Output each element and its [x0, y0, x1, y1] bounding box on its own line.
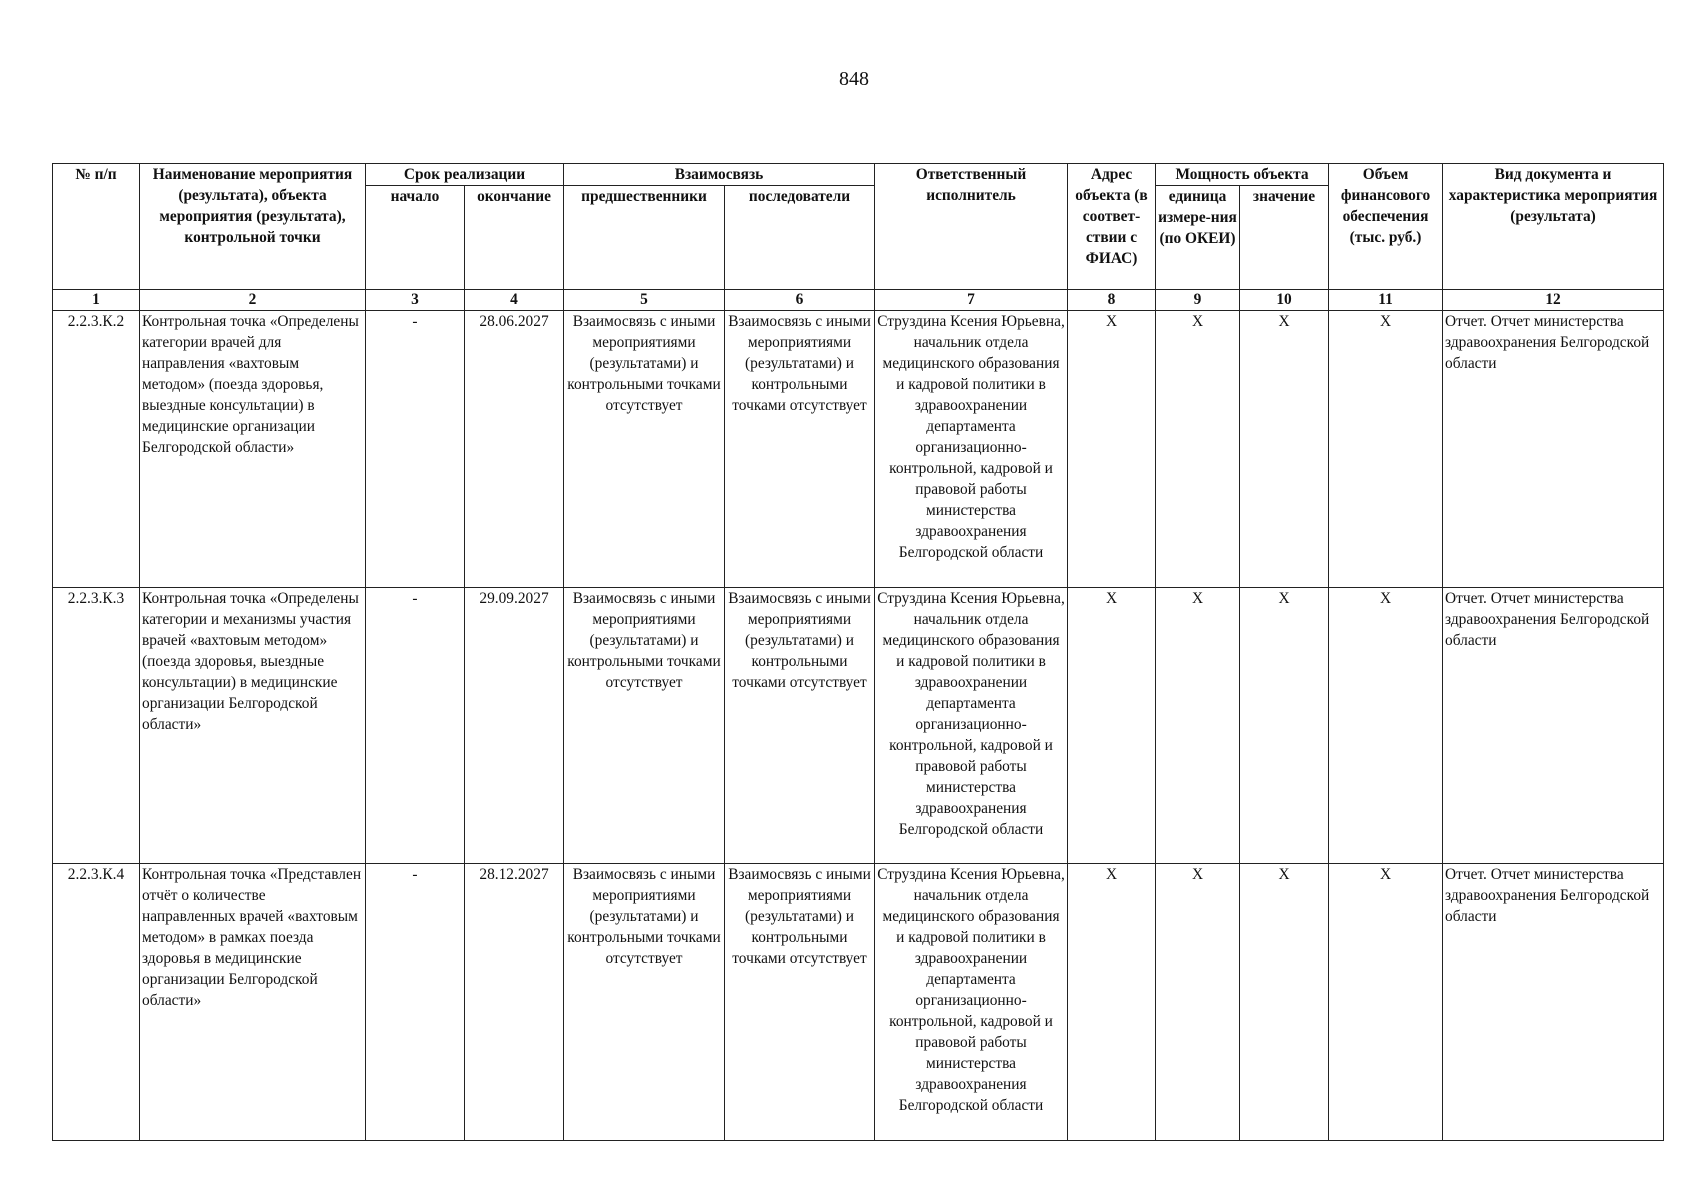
- row-number: 2.2.3.К.3: [53, 587, 140, 864]
- row-successors: Взаимосвязь с иными мероприятиями (результатами) и контрольными точками отсутствует: [725, 311, 875, 588]
- header-document: Вид документа и характеристика мероприятия (результата): [1443, 164, 1664, 290]
- header-link-prev: предшественники: [564, 186, 725, 290]
- header-link-group: Взаимосвязь: [564, 164, 875, 186]
- column-number: 6: [725, 290, 875, 311]
- header-term-group: Срок реализации: [366, 164, 564, 186]
- row-unit: Х: [1156, 864, 1240, 1141]
- row-successors: Взаимосвязь с иными мероприятиями (результатами) и контрольными точками отсутствует: [725, 587, 875, 864]
- column-number: 2: [140, 290, 366, 311]
- header-power-unit: единица измере-ния (по ОКЕИ): [1156, 186, 1240, 290]
- row-name: Контрольная точка «Определены категории врачей для направления «вахтовым методом» (поезда здоровья, выездные консультации) в медицинские организации Белгородской области»: [140, 311, 366, 588]
- row-document: Отчет. Отчет министерства здравоохранения Белгородской области: [1443, 864, 1664, 1141]
- header-link-next: последователи: [725, 186, 875, 290]
- header-responsible: Ответственный исполнитель: [875, 164, 1068, 290]
- column-number: 1: [53, 290, 140, 311]
- row-address: Х: [1068, 311, 1156, 588]
- row-address: Х: [1068, 587, 1156, 864]
- row-document: Отчет. Отчет министерства здравоохранения Белгородской области: [1443, 587, 1664, 864]
- column-number: 5: [564, 290, 725, 311]
- header-power-group: Мощность объекта: [1156, 164, 1329, 186]
- header-finance: Объем финансового обеспечения (тыс. руб.): [1329, 164, 1443, 290]
- column-number: 3: [366, 290, 465, 311]
- column-number: 7: [875, 290, 1068, 311]
- column-number: 9: [1156, 290, 1240, 311]
- row-name: Контрольная точка «Определены категории и механизмы участия врачей «вахтовым методом» (поезда здоровья, выездные консультации) в медицинские организации Белгородской области»: [140, 587, 366, 864]
- row-successors: Взаимосвязь с иными мероприятиями (результатами) и контрольными точками отсутствует: [725, 864, 875, 1141]
- row-finance: Х: [1329, 864, 1443, 1141]
- row-start: -: [366, 311, 465, 588]
- row-number: 2.2.3.К.2: [53, 311, 140, 588]
- plan-table: [52, 163, 1664, 1141]
- column-number: 8: [1068, 290, 1156, 311]
- row-predecessors: Взаимосвязь с иными мероприятиями (результатами) и контрольными точками отсутствует: [564, 587, 725, 864]
- header-term-start: начало: [366, 186, 465, 290]
- table-row: [53, 864, 1664, 1141]
- row-unit: Х: [1156, 587, 1240, 864]
- row-end: 29.09.2027: [465, 587, 564, 864]
- header-address: Адрес объекта (в соответ-ствии с ФИАС): [1068, 164, 1156, 290]
- table-row: [53, 587, 1664, 864]
- header-power-value: значение: [1240, 186, 1329, 290]
- row-end: 28.06.2027: [465, 311, 564, 588]
- row-value: Х: [1240, 311, 1329, 588]
- page-number: 848: [839, 68, 869, 90]
- row-number: 2.2.3.К.4: [53, 864, 140, 1141]
- row-finance: Х: [1329, 311, 1443, 588]
- row-start: -: [366, 587, 465, 864]
- row-name: Контрольная точка «Представлен отчёт о количестве направленных врачей «вахтовым методом» в рамках поезда здоровья в медицинские организации Белгородской области»: [140, 864, 366, 1141]
- header-num: № п/п: [53, 164, 140, 290]
- row-predecessors: Взаимосвязь с иными мероприятиями (результатами) и контрольными точками отсутствует: [564, 311, 725, 588]
- row-value: Х: [1240, 864, 1329, 1141]
- row-responsible: Струздина Ксения Юрьевна, начальник отдела медицинского образования и кадровой политики в здравоохранении департамента организационно-контрольной, кадровой и правовой работы министерства здравоохранения Белгородской области: [875, 311, 1068, 588]
- column-number: 11: [1329, 290, 1443, 311]
- row-responsible: Струздина Ксения Юрьевна, начальник отдела медицинского образования и кадровой политики в здравоохранении департамента организационно-контрольной, кадровой и правовой работы министерства здравоохранения Белгородской области: [875, 864, 1068, 1141]
- row-responsible: Струздина Ксения Юрьевна, начальник отдела медицинского образования и кадровой политики в здравоохранении департамента организационно-контрольной, кадровой и правовой работы министерства здравоохранения Белгородской области: [875, 587, 1068, 864]
- row-start: -: [366, 864, 465, 1141]
- row-address: Х: [1068, 864, 1156, 1141]
- column-number: 10: [1240, 290, 1329, 311]
- row-predecessors: Взаимосвязь с иными мероприятиями (результатами) и контрольными точками отсутствует: [564, 864, 725, 1141]
- row-value: Х: [1240, 587, 1329, 864]
- header-name: Наименование мероприятия (результата), объекта мероприятия (результата), контрольной точки: [140, 164, 366, 290]
- table-row: [53, 311, 1664, 588]
- row-document: Отчет. Отчет министерства здравоохранения Белгородской области: [1443, 311, 1664, 588]
- row-end: 28.12.2027: [465, 864, 564, 1141]
- column-number: 12: [1443, 290, 1664, 311]
- row-unit: Х: [1156, 311, 1240, 588]
- header-term-end: окончание: [465, 186, 564, 290]
- column-number: 4: [465, 290, 564, 311]
- row-finance: Х: [1329, 587, 1443, 864]
